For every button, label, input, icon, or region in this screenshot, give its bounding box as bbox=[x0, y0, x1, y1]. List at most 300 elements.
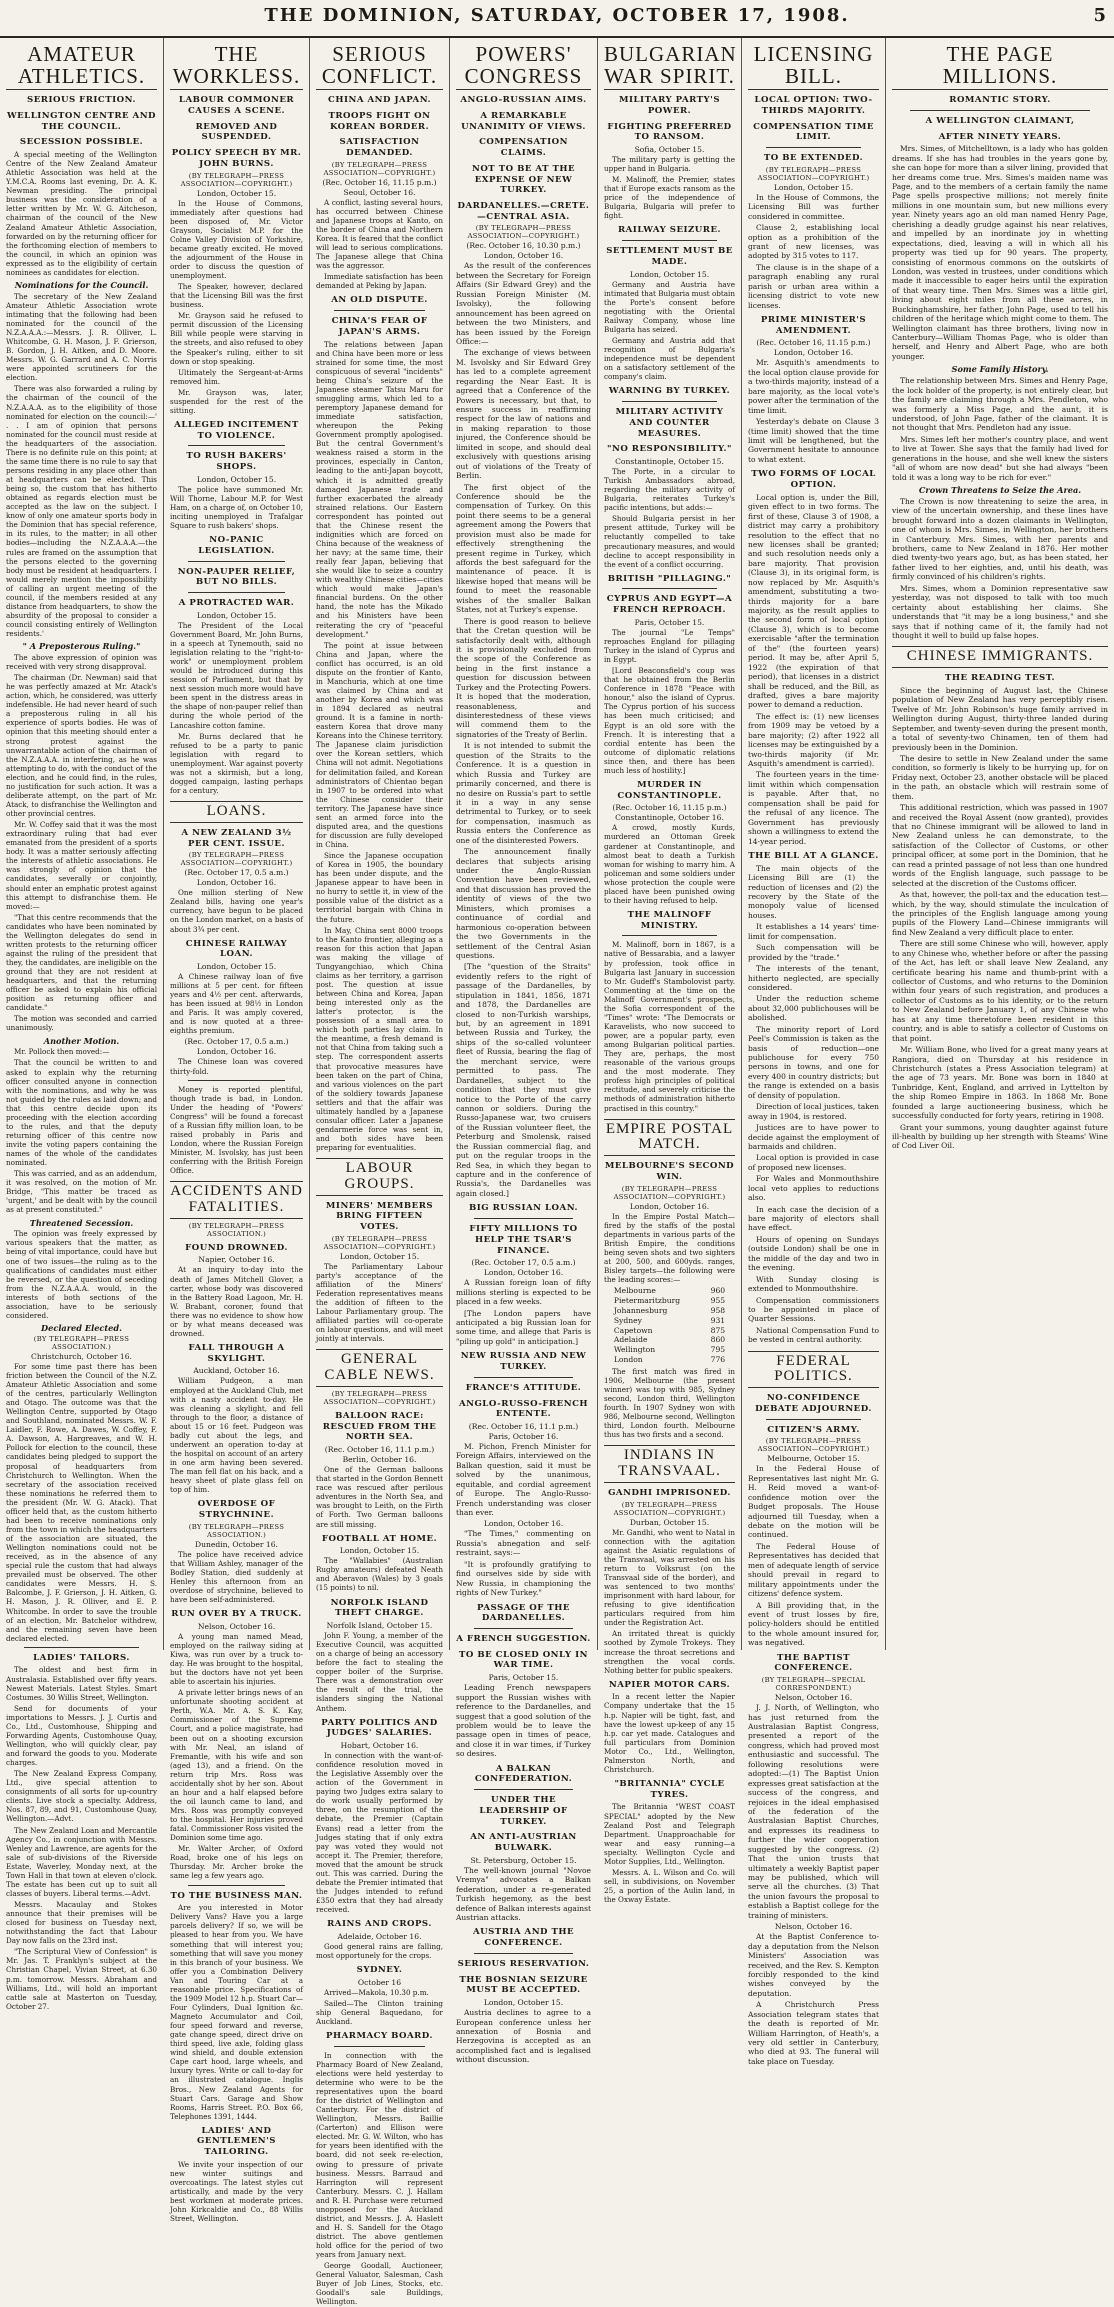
dateline: (Rec. October 17, 0.5 a.m.) bbox=[184, 1037, 289, 1047]
paragraph: Immediate satisfaction has been demanded at Peking by Japan. bbox=[316, 272, 443, 291]
paragraph: A Bill providing that, in the event of trust losses by fire, policy-holders should be entitled to the whole amount insured for, was negatived. bbox=[748, 1600, 879, 1648]
paragraph: As that, however, the poll-tax and the education test—which, by the way, should stimulate the inculcation of the principles of the English language among young pupils of the Flowery Land—Chinese immigrants will find New Zealand a very difficult place to enter. bbox=[892, 890, 1108, 937]
table-row bbox=[612, 1326, 727, 1336]
headline: WARNING BY TURKEY. bbox=[608, 386, 731, 397]
column-heading: LICENSING BILL. bbox=[748, 43, 879, 90]
dateline: Melbourne, October 15. bbox=[767, 1454, 860, 1464]
paragraph: Good general rains are falling, most opportunely for the crops. bbox=[316, 1941, 443, 1960]
paragraph: The opinion was freely expressed by various speakers that the matter, as being of vital importance, could have but one of two issues—the ruling as to the qualifications of candidates must either be reversed, or the question of seceding from the N.Z.A.A.A. would, in the interests of both sections of the association, have to be seriously considered. bbox=[6, 1229, 157, 1320]
paragraph: There was also forwarded a ruling by the chairman of the council of the N.Z.A.A.A. as to the eligibility of those nominated for election on the council:—' . . I am of opinion that persons nominated for the council must reside at the headquarters of the association. There is no definite rule on this point; at the same time there is no rule to say that persons residing in any place other than at headquarters can be elected. This being so, the custom that has hitherto obtained as regards election must be accepted as the law on the subject. I know of only one amateur sports body in the Dominion that has special reference, in its rules, to the matter; in all other bodies—including the N.Z.A.A.A.—the rules are framed on the assumption that the persons elected to the governing body must be resident at headquarters. I would merely mention the impossibility of calling an urgent meeting of the council, if the members resided at any distance from headquarters, to show the absurdity of the proposal to consider a council consisting entirely of Wellington residents.' bbox=[6, 384, 157, 639]
headline: REMOVED AND SUSPENDED. bbox=[195, 121, 278, 143]
paragraph: A private letter brings news of an unfortunate shooting accident at Perth, W.A. Mr. A. S. K. Kay, Commissioner of the Supreme Court, and a police magistrate, had been out on a shooting excursion with Mr. Neal, an island of Fremantle, with his wife and son (aged 13), and a friend. On the return trip Mrs. Ross was accidentally shot by her son. About an hour and a half elapsed before the oil launch came to land, and Mrs. Ross was promptly conveyed to the hospital. Her injuries proved fatal. Commissioner Ross visited the Dominion some time ago. bbox=[170, 1688, 303, 1843]
paragraph: Money is reported plentiful, though trade is bad, in London. Under the heading of "Powers' Congress" will be found a forecast of a Russian fifty million loan, to be raised probably in Paris and London, where the Russian Foreign Minister, M. Isvolsky, has just been conferring with the British Foreign Office. bbox=[170, 1084, 303, 1176]
divider bbox=[24, 1647, 139, 1648]
column-licensing-bill bbox=[742, 38, 886, 2066]
headline: AUSTRIA AND THE CONFERENCE. bbox=[472, 1927, 575, 1949]
headline: THE BOSNIAN SEIZURE MUST BE ACCEPTED. bbox=[459, 1974, 588, 1996]
headline: FOOTBALL AT HOME. bbox=[321, 1533, 438, 1544]
paragraph: Germany and Austria add that recognition of Bulgaria's independence must be dependent on a satisfactory settlement of the company's claim. bbox=[604, 336, 735, 382]
paragraph: Mr. Grayson said he refused to permit discussion of the Licensing Bill while people were starving in the streets, and also refused to obey the Speaker's ruling, either to sit down or stop speaking. bbox=[170, 311, 303, 366]
divider bbox=[188, 1080, 285, 1081]
paragraph: Leading French newspapers support the Russian wishes with reference to the Dardanelles, and suggest that a good solution of the problem would be to leave the passage open in times of peace, and close it in war times, if Turkey so desires. bbox=[456, 1683, 591, 1759]
advertisement: Send for documents of your importations to Messrs. J. J. Curtis and Co., Ltd., Customhouse, Shipping and Forwarding Agents, Customhouse Quay, Wellington, who will quickly clear, pay and forward the goods to you. Moderate charges. bbox=[6, 1703, 157, 1768]
wire-credit: (BY TELEGRAPH—PRESS ASSOCIATION—COPYRIGHT.) bbox=[180, 851, 293, 868]
section-heading: LOANS. bbox=[170, 801, 303, 823]
paragraph: Under the reduction scheme about 32,000 publichouses will be abolished. bbox=[748, 994, 879, 1023]
wire-credit: (BY TELEGRAPH—PRESS ASSOCIATION.) bbox=[188, 1221, 285, 1238]
paragraph: Mr. Grayson was, later, suspended for the rest of the sitting. bbox=[170, 387, 303, 415]
section-heading: FEDERAL POLITICS. bbox=[748, 1351, 879, 1389]
headline: A FRENCH SUGGESTION. bbox=[456, 1634, 591, 1645]
headline: ALLEGED INCITEMENT TO VIOLENCE. bbox=[174, 419, 299, 441]
column-powers-congress bbox=[450, 38, 598, 2065]
headline: TROOPS FIGHT ON KOREAN BORDER. bbox=[328, 110, 431, 132]
paragraph: That the council be written to and asked to explain why the returning officer consulted anyone in connection with the nominations, and why he was not guided by the rules as laid down; and that this centre decide upon its proceeding with the election according to the rules, and that the deputy returning officer of this centre now invite the voting papers containing the names of the whole of the candidates nominated. bbox=[6, 1058, 157, 1168]
table-row bbox=[612, 1286, 727, 1296]
table-row bbox=[612, 1296, 727, 1306]
headline: MELBOURNE'S SECOND WIN. bbox=[604, 1161, 735, 1182]
headline: NON-PAUPER RELIEF, BUT NO BILLS. bbox=[177, 566, 296, 588]
paragraph: Mr. Burns declared that he refused to be a party to panic legislation with regard to unemployment. War against poverty was not a skirmish, but a long, dogged campaign, lasting perhaps for a century. bbox=[170, 731, 303, 795]
dateline: London, October 16. bbox=[629, 1201, 710, 1211]
divider bbox=[622, 401, 717, 402]
paragraph: M. Malinoff, born in 1867, is a native of Bessarabia, and a lawyer by profession, took office in Bulgaria last January in succession to Mr. Gudeff's Stambolovist party. Commenting at the time on the Malinoff Government's prospects, the Sofia correspondent of the "Times" wrote: "The Democrats or Karavelists, who now succeed to power, are a popular party, even among Bulgarian political parties. They are, perhaps, the most reasonable of the various groups and the most moderate. They profess high principles of political rectitude, and severely criticise the methods of administration hitherto practised in this country." bbox=[604, 940, 735, 1113]
paragraph: Local option is, under the Bill, given effect to in two forms. The first of these, Clause 3 of 1908, a district may carry a prohibitory resolution to the effect that no new licenses shall be granted; and such resolution needs only a bare majority. That provision (Clause 3), in its original form, is now replaced by Mr. Asquith's amendment, substituting a two-thirds majority for a bare majority, as the result applies to the second form of local option (Clause 3), which is to become exercisable "after the termination of the" (the fourteen years) period. It may be, after April 5, 1922 (the expiration of that period), that licenses in a district shall be reduced, and the Bill, as drafted, gives a bare majority power to demand a reduction. bbox=[748, 492, 879, 710]
headline: LOCAL OPTION: TWO-THIRDS MAJORITY. bbox=[754, 95, 873, 116]
paragraph: The well-known journal "Novoe Vremya" advocates a Balkan federation, under a re-generated Turkish hegemony, as the best defence of Balkan interests against Austrian attacks. bbox=[456, 1865, 591, 1923]
headline: PHARMACY BOARD. bbox=[326, 2031, 433, 2042]
paragraph: The announcement finally declares that subjects arising under the Anglo-Russian Convention have been reviewed, and that discussion has proved the identity of views of the two Ministers, which promises a continuance of cordial and harmonious co-operation between the two Governments in the settlement of the Central Asian questions. bbox=[456, 847, 591, 960]
headline: COMPENSATION CLAIMS. bbox=[479, 137, 568, 159]
divider bbox=[188, 1885, 285, 1886]
dateline: London, October 16. bbox=[483, 1268, 564, 1278]
paragraph: M. Malinoff, the Premier, states that if Europe exacts ransom as the price of the independence of Bulgaria, Bulgaria will prefer to fight. bbox=[604, 175, 735, 221]
headline: TO BE EXTENDED. bbox=[763, 153, 864, 164]
paragraph: In the House of Commons, the Licensing Bill was further considered in committee. bbox=[748, 192, 879, 221]
headline: DARDANELLES.—CRETE.—CENTRAL ASIA. bbox=[457, 200, 590, 222]
paragraph: Grant your summons, young daughter against future ill-health by building up her strength with Steams' Wine of Cod Liver Oil. bbox=[892, 1122, 1108, 1151]
paragraph: A conflict, lasting several hours, has occurred between Chinese and Japanese troops at Kanto, on the border of China and Northern Korea. It is feared that the conflict will lead to serious complications. The Japanese allege that China was the aggressor. bbox=[316, 197, 443, 271]
paragraph: The President of the Local Government Board, Mr. John Burns, in a speech at Tynemouth, said no legislation relating to the "right-to-work" or unemployment problem would be introduced during this session of Parliament, but that by next session much more would have been spent in the distress areas in the shape of non-pauper relief than during the whole period of the Lancashire cotton famine. bbox=[170, 620, 303, 730]
headline: RAINS AND CROPS. bbox=[327, 1919, 432, 1930]
dateline: Auckland, October 16. bbox=[193, 1366, 280, 1376]
headline: SERIOUS RESERVATION. bbox=[457, 1958, 590, 1969]
paragraph: The secretary of the New Zealand Amateur Athletic Association wrote intimating that the following had been nominated for the council of the N.Z.A.A.A.:—Messrs. J. R. Olliver, L. Whitcombe, G. H. Mason, J. F. Grierson, B. Gordon, J. H. Aitken, and D. Moore. Messrs. W. G. Garrard and A. C. Norris were appointed scrutineers for the election. bbox=[6, 291, 157, 383]
headline: PRIME MINISTER'S AMENDMENT. bbox=[760, 315, 867, 336]
divider bbox=[474, 1628, 573, 1629]
wire-credit: (BY TELEGRAPH—PRESS ASSOCIATION.) bbox=[33, 1334, 130, 1351]
headline: NO-CONFIDENCE DEBATE ADJOURNED. bbox=[755, 1393, 872, 1414]
paragraph: In the Federal House of Representatives last night Mr. G. H. Reid moved a want-of-confidence motion over the Budget proposals. The House adjourned till Tuesday, when a debate on the motion will be continued. bbox=[748, 1464, 879, 1540]
advertisement: In a recent letter the Napier Company undertake that the 15 h.p. Napier will be tight, fast, and have the lowest up-keep of any 15 h.p. car yet made. Catalogues and full particulars from Dominion Motor Co., Ltd., Wellington, Palmerston North, and Christchurch. bbox=[604, 1692, 735, 1774]
advertisement: The New Zealand Loan and Mercantile Agency Co., in conjunction with Messrs. Wenley and Lawrence, are agents for the sale of sub-divisions of the Riverside Estate, Waverley, Monday next, at the Town Hall in that town at eleven o'clock. The estate has been cut up to suit all classes of buyers. Liberal terms.—Advt. bbox=[6, 1825, 157, 1898]
columns bbox=[0, 38, 1114, 2307]
divider bbox=[622, 240, 717, 241]
dateline: Constantinople, October 16. bbox=[615, 813, 724, 823]
paragraph: Germany and Austria have intimated that Bulgaria must obtain the Porte's consent before negotiating with the Oriental Railway Company, whose line Bulgaria has seized. bbox=[604, 279, 735, 334]
paragraph: A Christchurch Press Association telegram states that the death is reported of Mr. William Harrington, of Heath's, a very old settler in Canterbury, who died at 93. The funeral will take place on Tuesday. bbox=[748, 2000, 879, 2066]
subheading: Some Family History. bbox=[951, 364, 1049, 375]
paragraph: This was carried, and as an addendum, it was resolved, on the motion of Mr. Bridge, "This matter be traced as 'urgent,' and be dealt with by the council as at present constituted." bbox=[6, 1169, 157, 1215]
subheading: " A Preposterous Ruling." bbox=[22, 641, 141, 652]
divider bbox=[334, 310, 425, 311]
paragraph: The effect is: (1) new licenses from 1909 may be vetoed by a bare majority; (2) after 1922 all licenses may be extinguished by a two-thirds majority (if Mr. Asquith's amendment is carried). bbox=[748, 711, 879, 769]
advertisement: Messrs. A. L. Wilson and Co. will sell, in subdivisions, on November 25, a portion of the Aulin land, in the Oxway Estate. bbox=[604, 1867, 735, 1905]
paragraph: Arrived—Makola, 10.30 p.m. bbox=[324, 1987, 429, 1997]
advertisement: "The Scriptural View of Confession" is Mr. Jas. T. Franklyn's subject at the Christian Chapel, Vivian Street, at 6.30 p.m. tomorrow. Messrs. Abraham and Williams, Ltd., will hold an important cattle sale at Masterton on Tuesday, October 27. bbox=[6, 1947, 157, 2011]
dateline: Christchurch, October 16. bbox=[31, 1351, 132, 1361]
divider bbox=[910, 110, 1090, 111]
paragraph: The first object of the Conference should be the compensation of Turkey. On this point there seems to be a general agreement among the Powers that provision must also be made for effectively strengthening the present regime in Turkey, which affords the best safeguard for the maintenance of peace. It is likewise hoped that means will be found to meet the reasonable wishes of the smaller Balkan States, not at Turkey's expense. bbox=[456, 482, 591, 615]
paragraph: In the Empire Postal Match—fired by the staffs of the postal departments in various parts of the British Empire, the conditions being seven shots and two sighters at 200, 500, and 600yds. ranges, Bisley targets—the following were the leading scores:— bbox=[604, 1211, 735, 1285]
paragraph: One of the German balloons that started in the Gordon Bennett race was rescued after perilous adventures in the North Sea, and was brought to Leith, on the Firth of Forth. Two German balloons are still missing. bbox=[316, 1465, 443, 1529]
paragraph: At the Baptist Conference to-day a deputation from the Nelson Ministers' Association was received, and the Rev. S. Kempton forcibly responded to the kind wishes conveyed by the deputation. bbox=[748, 1932, 879, 1998]
paragraph: It establishes a 14 years' time-limit for compensation. bbox=[748, 922, 879, 941]
divider bbox=[766, 1419, 861, 1420]
headline: FIGHTING PREFERRED TO RANSOM. bbox=[607, 121, 732, 143]
headline: FRANCE'S ATTITUDE. bbox=[465, 1382, 582, 1393]
column-serious-conflict bbox=[310, 38, 450, 2307]
section-heading: EMPIRE POSTAL MATCH. bbox=[604, 1119, 735, 1157]
paragraph: [The "question of the Straits" evidently refers to the right of passage of the Dardanelles, by stipulation in 1841, 1856, 1871 and 1878, the Dardanelles are closed to non-Turkish warships, but, by an agreement in 1891 between Russia and Turkey, the ships of the so-called volunteer fleet of Russia, bearing the flag of the merchant service, were permitted to pass. The Dardanelles, subject to the condition that they must give notice to the Porte of the carry cannon or soldiers. During the Russo-Japanese war, two cruisers of the Russian volunteer fleet, the Peterburg and Smolensk, raised the Russian commercial flag, and put on the regular troops in the Red Sea, in which they began to capture and in the conference of Russia's, the Dardanelles was again closed.] bbox=[456, 962, 591, 1198]
paragraph: The Crown is now threatening to seize the area, in view of the uncertain ownership, and these lines have brought forward into a dozen claimants in Wellington, one of whom is Mrs. Simes, in Wellington, her brothers in Canterbury. Mrs. Simes, with her parents and brothers, came to New Zealand in 1876. Her mother died twenty-two years ago, but, as has been stated, her father lived to her eighties, and, until his death, was firmly convinced of his children's rights. bbox=[892, 496, 1108, 582]
dateline: Napier, October 16. bbox=[198, 1255, 275, 1265]
headline: WELLINGTON CENTRE AND THE COUNCIL. bbox=[6, 110, 157, 132]
dateline: Sofia, October 15. bbox=[634, 145, 705, 155]
divider bbox=[474, 1953, 573, 1954]
paragraph: Mrs. Simes left her mother's country place, and went to live at Tower. She says that the family had lived for generations in the house, and she well knew the sisters "all of whom are now dead" but she had always "been told it was a long way to be rich for ever." bbox=[892, 434, 1108, 482]
headline: A REMARKABLE UNANIMITY OF VIEWS. bbox=[461, 110, 586, 132]
dateline: London, October 16. bbox=[773, 348, 854, 358]
headline: THE MALINOFF MINISTRY. bbox=[627, 909, 712, 931]
paragraph: It is not intended to submit the question of the Straits to the Conference. It is a question in which Russia and Turkey are primarily concerned, and there is no desire on Russia's part to settle it in a way in any sense detrimental to Turkey, or to seek for compensation, inasmuch as Russia enters the Conference as one of the disinterested Powers. bbox=[456, 741, 591, 845]
paragraph: The police have received advice that William Ashley, manager of the Bodley Station, died suddenly at Henley this afternoon from an overdose of strychnine, believed to have been self-administered. bbox=[170, 1549, 303, 1605]
paragraph: Clause 2, establishing local option as a prohibition of the grant of new licenses, was adopted by 315 votes to 117. bbox=[748, 223, 879, 261]
section-heading: GENERAL CABLE NEWS. bbox=[316, 1349, 443, 1387]
score-team: Melbourne bbox=[613, 1286, 656, 1296]
dateline: (Rec. October 16, 11.1 p.m.) bbox=[324, 1445, 435, 1455]
paragraph: Such compensation will be provided by the "trade." bbox=[748, 943, 879, 962]
advertisement: George Goodall, Auctioneer, General Valuator, Salesman, Cash Buyer of Job Lines, Stocks, etc. Goodall's sale Buildings, Wellington. bbox=[316, 2261, 443, 2307]
headline: PASSAGE OF THE DARDANELLES. bbox=[477, 1602, 570, 1624]
paragraph: "The Times," commenting on Russia's abnegation and self-restraint, says:— bbox=[456, 1529, 591, 1558]
advertisement: The oldest and best firm in Australasia. Established over fifty years. Newest Materials. Latest Styles. Smart Costumes. 30 Willis Street, Wellington. bbox=[6, 1665, 157, 1702]
column-bulgarian-war-spirit bbox=[598, 38, 742, 1905]
paragraph: Direction of local justices, taken away in 1904, is restored. bbox=[748, 1102, 879, 1121]
dateline: (Rec. October 16, 11.15 p.m.) bbox=[612, 803, 727, 813]
divider bbox=[334, 2046, 425, 2047]
column-heading: POWERS' CONGRESS bbox=[456, 43, 591, 90]
dateline: London, October 15. bbox=[339, 1546, 420, 1556]
dateline: (Rec. October 17, 0.5 a.m.) bbox=[184, 868, 289, 878]
headline: NOT TO BE AT THE EXPENSE OF NEW TURKEY. bbox=[471, 163, 576, 196]
dateline: Nelson, October 16. bbox=[774, 1922, 853, 1932]
paragraph: Mr. William Bone, who lived for a great many years at Rangiora, died on Thursday at his residence in Christchurch (states a Press Association telegram) at the age of 73 years. Mr. Bone was born in 1840 at Tunbridge, Kent, England, and arrived in Lyttelton by the ship Romeo Empire in 1863. In 1868 Mr. Bone founded a large auctioneering business, which he successfully conducted for forty years, retiring in 1908. bbox=[892, 1045, 1108, 1121]
paragraph: John F. Young, a member of the Executive Council, was acquitted on a charge of being an accessory before the fact to stealing the copper boiler of the Surprise. There was a demonstration over the result of the trial, the islanders singing the National Anthem. bbox=[316, 1631, 443, 1713]
paragraph: Mr. Pollock then moved:— bbox=[14, 1047, 110, 1057]
dateline: London, October 15. bbox=[196, 962, 277, 972]
headline: AN ANTI-AUSTRIAN BULWARK. bbox=[470, 1832, 577, 1854]
dateline: London, October 16. bbox=[483, 1519, 564, 1529]
headline: "NO RESPONSIBILITY." bbox=[607, 444, 732, 455]
headline: RAILWAY SEIZURE. bbox=[618, 225, 721, 236]
paragraph: Since the Japanese occupation of Korea in 1905, the boundary has been under dispute, and the Japanese appear to have been in no hurry to settle it, in view of the possible value of the district as a territorial bargain with China in the future. bbox=[316, 851, 443, 924]
paragraph: One million sterling of New Zealand bills, having one year's currency, have begun to be placed on the London market, on a basis of about 3¾ per cent. bbox=[170, 888, 303, 934]
dateline: Durban, October 15. bbox=[629, 1517, 710, 1527]
paragraph: The military party is getting the upper hand in Bulgaria. bbox=[604, 155, 735, 174]
headline: THE BILL AT A GLANCE. bbox=[748, 850, 879, 861]
dateline: (Rec. October 16, 11.15 p.m.) bbox=[322, 177, 437, 187]
divider bbox=[766, 147, 861, 148]
wire-credit: (BY TELEGRAPH—PRESS ASSOCIATION—COPYRIGHT.) bbox=[467, 224, 580, 241]
headline: UNDER THE LEADERSHIP OF TURKEY. bbox=[479, 1795, 568, 1827]
paragraph: Mr. Asquith's amendments to the local option clause provide for a two-thirds majority, instead of a bare majority, as the local vote's power after the termination of the time limit. bbox=[748, 358, 879, 415]
column-heading: AMATEUR ATHLETICS. bbox=[6, 43, 157, 90]
dateline: (Rec. October 16, 11.1 p.m.) bbox=[468, 1421, 579, 1431]
wire-credit: (BY TELEGRAPH—PRESS ASSOCIATION—COPYRIGHT.) bbox=[323, 1234, 436, 1251]
divider bbox=[622, 588, 717, 589]
paragraph: The journal "Le Temps" reproaches England for pillaging Turkey in the island of Cyprus and in Egypt. bbox=[604, 627, 735, 665]
headline: A NEW ZEALAND 3½ PER CENT. ISSUE. bbox=[181, 827, 292, 849]
wire-credit: (BY TELEGRAPH—PRESS ASSOCIATION—COPYRIGHT.) bbox=[613, 1184, 726, 1201]
dateline: London, October 15. bbox=[196, 188, 277, 198]
headline: NORFOLK ISLAND THEFT CHARGE. bbox=[330, 1597, 429, 1619]
section-heading: LABOUR GROUPS. bbox=[316, 1158, 443, 1196]
paragraph: Should Bulgaria persist in her present attitude, Turkey will be reluctantly compelled to take precautionary measures, and would decline to accept responsibility in the event of a conflict occurring. bbox=[604, 514, 735, 569]
dateline: London, October 16. bbox=[483, 251, 564, 261]
paragraph: A Chinese railway loan of five millions at 5 per cent. for fifteen years and 4½ per cent. afterwards, has been issued at 98½ in London and Paris. It was amply covered, and is now quoted at a three-eighths premium. bbox=[170, 972, 303, 1036]
headline: ROMANTIC STORY. bbox=[949, 95, 1051, 106]
paragraph: The chairman (Dr. Newman) said that he was perfectly amazed at Mr. Atack's action, which, he considered, was utterly indefensible. He had never heard of such a preposterous ruling in all his experience of sports bodies. He was of opinion that this meeting should enter a strong protest against the unwarrantable action of the chairman of the N.Z.A.A.A. in interfering, as he was attempting to do, with the conduct of the election, and he could find, in the rules, no justification for such action. It was a deliberate attempt, on the part of Mr. Atack, to disfranchise the Wellington and other provincial centres. bbox=[6, 673, 157, 819]
subheading: Threatened Secession. bbox=[29, 1217, 134, 1228]
score-team: Sydney bbox=[613, 1315, 642, 1325]
column-heading: BULGARIAN WAR SPIRIT. bbox=[604, 43, 735, 90]
score-value: 875 bbox=[710, 1325, 726, 1335]
dateline: London, October 15. bbox=[629, 269, 710, 279]
wire-credit: (BY TELEGRAPH—SPECIAL CORRESPONDENT.) bbox=[761, 1676, 866, 1693]
paragraph: Compensation commissioners to be appointed in place of Quarter Sessions. bbox=[748, 1295, 879, 1324]
wire-credit: (BY TELEGRAPH—PRESS ASSOCIATION—COPYRIGHT.) bbox=[323, 160, 436, 177]
column-heading: SERIOUS CONFLICT. bbox=[316, 43, 443, 90]
paragraph: For some time past there has been friction between the Council of the N.Z. Amateur Athletic Association and some of the centres, particularly Wellington and Otago. The outcome was that the Wellington Centre, supported by Otago and Southland, nominated Messrs. W. F. Laidler, F. Rowe, A. Dawes, W. Coffey, F. A. Dawson, A. Hargreaves, and W. H. Pollock for election to the council, these candidates being pledged to support the proposal of headquarters from Christchurch to Wellington. When the secretary of the association received these nominations he referred them to the president (Mr. W. G. Atack). That officer held that, as the custom hitherto had been to receive nominations only from the town in which the headquarters of the association are situated, the Wellington nominations could not be received, as in the absence of any special rule the custom that had always prevailed must be observed. The other candidates were Messrs. H. S. Balcombe, J. F. Grierson, J. H. Aitken, G. H. Mason, J. R. Olliver, and E. P. Whitcombe. In order to save the trouble of an election, Mr. Batchelor withdrew, and the remaining seven have been declared elected. bbox=[6, 1361, 157, 1643]
headline: A PROTRACTED WAR. bbox=[178, 598, 295, 609]
paragraph: In May, China sent 8000 troops to the Kanto frontier, alleging as a reason for this action that Japan was making the village of Tungyangchiao, which China claims as her territory, a garrison post. The question at issue between China and Korea, Japan being interested only as the latter's protector, is the possession of a small area to which both parties lay claim. In the meantime, a fresh demand is not that China from taking such a step. The correspondent asserts that provocative measures have been taken on the part of China, and various violences on the part of the soldiery towards Japanese settlers and that the affair was ultimately handled by a Japanese consular officer. Later a Japanese gendarmerie force was sent in, and both sides have been preparing for eventualities. bbox=[316, 925, 443, 1153]
table-row bbox=[612, 1306, 727, 1316]
dateline: St. Petersburg, October 15. bbox=[470, 1855, 577, 1865]
headline: FOUND DROWNED. bbox=[185, 1242, 288, 1253]
paragraph: A young man named Mead, employed on the railway siding at Kiwa, was run over by a truck to-day. He was brought to the hospital, but the doctors have not yet been able to ascertain his injuries. bbox=[170, 1631, 303, 1687]
dateline: (Rec. October 16, 10.30 p.m.) bbox=[466, 241, 581, 251]
dateline: Dunedin, October 16. bbox=[195, 1539, 278, 1549]
column-amateur-athletics bbox=[0, 38, 164, 2011]
headline: LADIES' AND GENTLEMEN'S TAILORING. bbox=[197, 2125, 276, 2158]
score-team: Johannesburg bbox=[613, 1305, 668, 1315]
headline: CHINESE RAILWAY LOAN. bbox=[185, 938, 288, 960]
paragraph: "That this centre recommends that the candidates who have been nominated by the Wellington delegates do send in written protests to the returning officer against the ruling of the president that they, the candidates, are ineligible on the ground that they are not resident at headquarters, and that the returning officer be asked to explain his official position as returning officer and candidate." bbox=[6, 912, 158, 1013]
paragraph: The clause is in the shape of a paragraph enabling any rural parish or urban area within a licensing district to vote new licenses. bbox=[748, 262, 879, 310]
paragraph: A special meeting of the Wellington Centre of the New Zealand Amateur Athletic Association was held at the Y.M.C.A. Rooms last evening, Dr. A. K. Newman presiding. The principal business was the consideration of a letter written by Mr. W. G. Aitcheson, chairman of the council of the New Zealand Amateur Athletic Association, forwarded on by the returning officer for the forthcoming election of members to the council, in which an opinion was expressed as to the eligibility of certain nominees as candidates for election. bbox=[6, 150, 157, 277]
headline: AFTER NINETY YEARS. bbox=[938, 131, 1062, 142]
masthead-title: THE DOMINION, SATURDAY, OCTOBER 17, 1908. bbox=[264, 5, 850, 26]
dateline: Norfolk Island, October 15. bbox=[326, 1621, 433, 1631]
paragraph: Yesterday's debate on Clause 3 (time limit) showed that the time limit will be lengthened, but the Government hesitate to announce to what extent. bbox=[748, 417, 879, 464]
headline: OVERDOSE OF STRYCHNINE. bbox=[197, 1499, 276, 1520]
paragraph: The Chinese loan was covered thirty-fold. bbox=[170, 1057, 303, 1076]
paragraph: [The London papers have anticipated a big Russian loan for some time, and allege that Paris is "piling up gold" in anticipation.] bbox=[456, 1308, 591, 1346]
score-value: 958 bbox=[710, 1305, 726, 1315]
headline: NAPIER MOTOR CARS. bbox=[608, 1679, 731, 1690]
wire-credit: (BY TELEGRAPH—PRESS ASSOCIATION.) bbox=[188, 1522, 285, 1539]
wire-credit: (BY TELEGRAPH—PRESS ASSOCIATION—COPYRIGHT.) bbox=[613, 1500, 726, 1517]
headline: TO RUSH BAKERS' SHOPS. bbox=[186, 451, 287, 473]
headline: BIG RUSSIAN LOAN. bbox=[468, 1203, 578, 1214]
paragraph: The relationship between Mrs. Simes and Henry Page, the lock holder of the property, is not entirely clear, but the family are claiming through a Mrs. Pendleton, who was formerly a Miss Page, and the aunt, it is understood, of John Page, father of the claimant. It is not thought that Mrs. Pendleton had any issue. bbox=[892, 376, 1108, 433]
divider bbox=[474, 1377, 573, 1378]
paragraph: Local option is provided in case of proposed new licenses. bbox=[748, 1153, 879, 1172]
paragraph: Mrs. Simes, whom a Dominion representative saw yesterday, was not disposed to talk with too much certainty about establishing her claims. She understands that "it may be a long business," and she says that if nothing came of it, the family had not thought it well to build up false hopes. bbox=[892, 583, 1108, 640]
paragraph: There are still some Chinese who will, however, apply to any Chinese who, whether before or after the passing of the Act, has left or shall leave New Zealand, any certificate bearing his name and thumb-print with a collector of Customs, and who returns to the Dominion within four years of such registration, and produces a collector of Customs as to his identity, or to the return to New Zealand before January 1, of any Chinese who has at any time theretofore been resident in this country, and is able to satisfy a collector of Customs on that point. bbox=[892, 939, 1108, 1043]
paragraph: In connection with the want-of-confidence resolution moved in the Legislative Assembly over the action of the Government in paying two Judges extra salary to do work usually performed by three, on the resumption of the debate, the Premier (Captain Evans) read a letter from the Judges stating that if only extra pay was voted they would not accept it. The Premier, therefore, moved that the amount be struck out. This was carried. During the debate the Premier intimated that the Judges intended to refund £350 extra that they had already received. bbox=[316, 1751, 443, 1915]
paragraph: A Russian foreign loan of fifty millions sterling is expected to be placed in a few weeks. bbox=[456, 1278, 591, 1307]
divider bbox=[622, 935, 717, 936]
score-value: 955 bbox=[710, 1295, 726, 1305]
dateline: (Rec. October 17, 0.5 a.m.) bbox=[471, 1258, 576, 1268]
paragraph: Mrs. Simes, of Mitchelltown, is a lady who has golden dreams. If she has had troubles in the years gone by, she can hope for more than a silver lining, provided that her dreams come true. Mrs. Simes's maiden name was Page, and to the members of a certain family the name Page spells prospective millions; not merely finite millions in one mountain sum, but new millions every year. Ninety years ago an old man named Henry Page, cherishing a deadly grudge against his near relatives, and impelled by an inordinate joy in whetting expectations, died, leaving a will in which all his property was tied up for 90 years. The property, consisting of enormous commons on the outskirts of London, was vested in trustees, under conditions which made it inaccessible to eager heirs until the expiration of that weary time. Then Mrs. Simes was a little girl, living about eight miles from all these acres, in Buckinghamshire, her father, John Page, used to tell his children of the heritage which might come to them. The Wellington claimant has three brothers, living now in Canterbury—William Thomas Page, who is older than herself, and Henry and Albert Page, who are both younger. bbox=[892, 144, 1108, 361]
headline: AN OLD DISPUTE. bbox=[331, 295, 428, 306]
headline: POLICY SPEECH BY MR. JOHN BURNS. bbox=[171, 148, 302, 169]
dateline: London, October 16. bbox=[196, 878, 277, 888]
paragraph: [Lord Beaconsfield's coup was that he obtained from the Berlin Conference in 1878 "Peace with honour," also the island of Cyprus. The Cyprus portion of his success has been much criticised; and Egypt is an old sore with the French. It is interesting that a cordial entente has been the outcome of diplomatic relations since then, and there has been much less of hostility.] bbox=[604, 666, 735, 775]
headline: CHINA'S FEAR OF JAPAN'S ARMS. bbox=[331, 316, 428, 337]
headline: THE BAPTIST CONFERENCE. bbox=[774, 1652, 853, 1674]
paragraph: The police have summoned Mr. Will Thorne, Labour M.P. for West Ham, on a charge of, on October 10, inciting unemployed in Trafalgar Square to rush bakers' shops. bbox=[170, 484, 303, 531]
score-team: Adelaide bbox=[613, 1335, 648, 1345]
paragraph: In each case the decision of a bare majority of electors shall have effect. bbox=[748, 1204, 879, 1233]
headline: PARTY POLITICS AND JUDGES' SALARIES. bbox=[321, 1717, 438, 1739]
dateline: London, October 15. bbox=[196, 474, 277, 484]
dateline: Adelaide, October 16. bbox=[337, 1931, 422, 1941]
dateline: October 16 bbox=[357, 1977, 402, 1987]
paragraph: National Compensation Fund to be vested in central authority. bbox=[748, 1325, 879, 1345]
paragraph: J. J. North, of Wellington, who has just returned from the Australasian Baptist Congress, presented a report of the congress, which had proved most enthusiastic and successful. The following resolutions were adopted:—(1) The Baptist Union expresses great satisfaction at the success of the congress, and rejoices in the ideal emphasised of the federation of the Australasian Baptist Churches, and expresses its readiness to further the wider cooperation suggested by the congress. (2) That the union trusts that ultimately a weekly Baptist paper may be published, which will serve all the churches. (3) That the union favours the proposal to establish a Baptist college for the training of ministers. bbox=[748, 1703, 879, 1920]
subheading: Declared Elected. bbox=[41, 1322, 122, 1333]
headline: A WELLINGTON CLAIMANT, bbox=[925, 115, 1075, 126]
headline: TWO FORMS OF LOCAL OPTION. bbox=[751, 469, 876, 491]
headline: SECESSION POSSIBLE. bbox=[19, 137, 144, 148]
headline: A BALKAN CONFEDERATION. bbox=[474, 1763, 573, 1785]
column-heading: THE WORKLESS. bbox=[170, 43, 303, 90]
score-value: 931 bbox=[710, 1315, 726, 1325]
dateline: London, October 16. bbox=[196, 1047, 277, 1057]
column-page-millions bbox=[886, 38, 1114, 1650]
scores-table bbox=[612, 1286, 727, 1365]
headline: MILITARY PARTY'S POWER. bbox=[618, 95, 721, 116]
headline: MURDER IN CONSTANTINOPLE. bbox=[617, 779, 722, 801]
headline: COMPENSATION TIME LIMIT. bbox=[753, 121, 874, 143]
divider bbox=[474, 1218, 573, 1219]
score-team: Pietermaritzburg bbox=[613, 1295, 681, 1305]
score-team: Capetown bbox=[613, 1325, 653, 1335]
headline: GANDHI IMPRISONED. bbox=[608, 1487, 731, 1498]
paragraph: Sailed—The Clinton training ship General Baquedano, for Auckland. bbox=[316, 1998, 443, 2026]
wire-credit: (BY TELEGRAPH—PRESS ASSOCIATION—COPYRIGHT.) bbox=[323, 1389, 436, 1406]
dateline: London, October 15. bbox=[196, 610, 277, 620]
headline: SYDNEY. bbox=[356, 1965, 403, 1976]
advertisement: Are you interested in Motor Delivery Vans? Have you a large parcels delivery? If so, we will be pleased to hear from you. We have something that will interest you; something that will save you money in this branch of your business. We offer you a Combination Delivery Van and Touring Car at a reasonable price. Specifications of the 1909 Model 12 h.p. Stuart Car—Four Cylinders, Dual Ignition &c. Magneto Accumulator and Coil, four speed forward and reverse, gate change speed, direct drive on third speed, live axle, folding glass wind shield, and double extension Cape cart hood, large wheels, and luxury tyres. Write or call to-day for an illustrated catalogue. Inglis Bros., New Zealand Agents for Stuart Cars. Garage and Show Rooms, Harris Street. P.O. Box 66, Telephones 1391, 1444. bbox=[170, 1903, 304, 2121]
dateline: London, October 15. bbox=[483, 1998, 564, 2008]
paragraph: An irritated threat is quickly soothed by Zymole Trokeys. They increase the throat secretions and strengthen the vocal cords. Nothing better for public speakers. bbox=[604, 1629, 735, 1675]
headline: NEW RUSSIA AND NEW TURKEY. bbox=[460, 1351, 587, 1373]
divider bbox=[474, 1789, 573, 1790]
paragraph: The "Wallabies" (Australian Rugby amateurs) defeated Neath and Aberavon (Wales) by 3 goals (15 points) to nil. bbox=[316, 1556, 443, 1593]
subheading: Crown Threatens to Seize the Area. bbox=[918, 485, 1082, 496]
column-heading: THE PAGE MILLIONS. bbox=[892, 43, 1108, 90]
paragraph: Justices are to have power to decide against the employment of barmaids and children. bbox=[748, 1123, 879, 1151]
paragraph: Ultimately the Sergeant-at-Arms removed him. bbox=[170, 367, 303, 386]
dateline: Constantinople, October 15. bbox=[615, 457, 724, 467]
paragraph: Austria declines to agree to a European conference unless her annexation of Bosnia and Herzegovina is accepted as an accomplished fact and is legalised without discussion. bbox=[456, 2008, 591, 2065]
dateline: London, October 15. bbox=[339, 1251, 420, 1261]
paragraph: The interests of the tenant, hitherto neglected, are specially considered. bbox=[748, 964, 879, 992]
advertisement: Messrs. Macaulay and Stokes announce that their premises will be closed for business on Tuesday next, notwithstanding the fact that Labour Day now falls on the 23rd inst. bbox=[6, 1900, 157, 1946]
dateline: Paris, October 15. bbox=[488, 1673, 559, 1683]
dateline: London, October 15. bbox=[773, 182, 854, 192]
paragraph: The motion was seconded and carried unanimously. bbox=[6, 1014, 157, 1033]
paragraph: "It is profoundly gratifying to find ourselves side by side with New Russia, in championing the rights of New Turkey." bbox=[456, 1559, 591, 1598]
headline: CHINA AND JAPAN. bbox=[328, 95, 431, 106]
table-row bbox=[612, 1355, 727, 1365]
paragraph: The Parliamentary Labour party's acceptance of the affiliation of the Miners' Federation representatives means the addition of fifteen to the Labour Parliamentary group. The affiliated parties will co-operate on labour questions, and will meet jointly at intervals. bbox=[316, 1261, 443, 1344]
headline: CYPRUS AND EGYPT—A FRENCH REPROACH. bbox=[606, 594, 733, 616]
advertisement: The New Zealand Express Company, Ltd., give special attention to consignments of all sorts for up-country clients. Live stock a specialty. Address, Nos. 87, 89, and 91, Customhouse Quay, Wellington.—Advt. bbox=[6, 1769, 157, 1824]
paragraph: A crowd, mostly Kurds, murdered an Ottoman Greek gardener at Constantinople, and almost beat to death a Turkish woman for wishing to marry him. A policeman and some soldiers under whose protection the couple were placed have been punished owing to their having refused to help. bbox=[604, 823, 735, 905]
dateline: Hobart, October 16. bbox=[340, 1741, 419, 1751]
table-row bbox=[612, 1335, 727, 1345]
dateline: Paris, October 15. bbox=[634, 617, 705, 627]
headline: TO BE CLOSED ONLY IN WAR TIME. bbox=[458, 1649, 589, 1671]
masthead bbox=[0, 0, 1114, 38]
paragraph: The Federal House of Representatives has decided that men of adequate length of service should prevail in regard to military appointments under the citizens' defence system. bbox=[748, 1541, 879, 1599]
headline: RUN OVER BY A TRUCK. bbox=[171, 1609, 302, 1620]
paragraph: The relations between Japan and China have been more or less strained for some time, the most conspicuous of several "incidents" being China's seizure of the Japanese steamer Tatsu Maru for smuggling arms, which led to a peremptory Japanese demand for immediate satisfaction, whereupon the Peking Government promptly apologised. But the central Government's weakness raised a storm in the provinces, especially in Canton, leading to the anti-Japan boycott, which it is admitted greatly damaged Japanese trade and further exacerbated the already strained relations. Our Eastern correspondent has pointed out that the Chinese resent the indignities which are forced on China because of the weakness of her navy; at the same time, their really fear Japan, believing that she would like to seize a country with wealthy Chinese cities—cities which would make Japan's financial burdens. On the other hand, the note has the Mikado and his Ministers have been reiterating the cry of "peaceful development." bbox=[316, 339, 443, 639]
paragraph: For Wales and Monmouthshire local veto applies to reductions also. bbox=[748, 1174, 879, 1203]
section-heading: ACCIDENTS AND FATALITIES. bbox=[170, 1181, 303, 1219]
paragraph: This additional restriction, which was passed in 1907 and received the Royal Assent (now granted), provides that no Chinese immigrant will be allowed to land in New Zealand unless he can demonstrate, to the satisfaction of the Collector of Customs, or other principal officer, at some port in the Dominion, that he can read a printed passage of not less than one hundred words of the English language, such passage to be selected at the discretion of the Customs officer. bbox=[892, 803, 1108, 888]
headline: NO-PANIC LEGISLATION. bbox=[198, 535, 275, 556]
headline: THE READING TEST. bbox=[944, 673, 1055, 684]
wire-credit: (BY TELEGRAPH—PRESS ASSOCIATION—COPYRIGHT.) bbox=[757, 165, 870, 182]
paragraph: There is good reason to believe that the Cretan question will be satisfactorily dealt with, although it is provisionally excluded from the scope of the Conference as being in the first instance a question for discussion between Turkey and the Protecting Powers. It is hoped that the moderation, reasonableness, and disinterestedness of these views will commend them to the signatories of the Treaty of Berlin. bbox=[456, 616, 591, 739]
dateline: Nelson, October 16. bbox=[197, 1621, 276, 1631]
paragraph: In connection with the Pharmacy Board of New Zealand, elections were held yesterday to determine who were to be the representatives upon the board for the district of Wellington and Canterbury. For the district of Wellington, Messrs. Baillie (Carterton) and Ellison were elected. Mr. G. W. Wilton, who has for years been identified with the board, did not seek re-election, owing to pressure of private business. Messrs. Barraud and Harrington will represent Canterbury. Messrs. C. J. Hallam and R. H. Purchase were returned unopposed for the Auckland district, and Messrs. J. A. Haslett and H. S. Sandell for the Otago district. The above gentlemen hold office for the period of two years from January next. bbox=[316, 2050, 443, 2260]
paragraph: The Porte, in a circular to Turkish Ambassadors abroad, regarding the military activity of Bulgaria, reiterates Turkey's pacific intentions, but adds:— bbox=[604, 467, 735, 513]
paragraph: Mr. W. Coffey said that it was the most extraordinary ruling that had ever emanated from the president of a sports body. It was a matter seriously affecting the interests of athletic associations. He was strongly of opinion that the candidates, severally or conjointly, should enter an emphatic protest against this attempt to disfranchise them. He moved:— bbox=[6, 820, 157, 911]
wire-credit: (BY TELEGRAPH—PRESS ASSOCIATION—COPYRIGHT.) bbox=[180, 171, 293, 188]
paragraph: The desire to settle in New Zealand under the same condition, so formerly is likely to be hurrying up, for on Friday next, October 23, another obstacle will be placed in the path, an obstacle which will restrain some of them. bbox=[892, 753, 1108, 801]
paragraph: The fourteen years in the time-limit within which compensation is payable. After that, no compensation shall be paid for the refusal of any licence. The Government has previously shown a willingness to extend the 14-year period. bbox=[748, 770, 879, 846]
paragraph: At an inquiry to-day into the death of James Mitchell Glover, a carter, whose body was discovered in the Battery Road Lagoon, Mr. H. W. Brabant, coroner, found that there was no evidence to show how or by what means deceased was drowned. bbox=[170, 1265, 303, 1338]
paragraph: The exchange of views between M. Isvolsky and Sir Edward Grey has led to a complete agreement regarding the Near East. It is agreed that a Conference of the Powers is necessary, but that, to ensure success in reaffirming respect for the law of nations and in making reparation to those injured, the Conference should be limited in scope, and should deal exclusively with questions arising out of violations of the Treaty of Berlin. bbox=[456, 348, 591, 481]
dateline: (Rec. October 16, 11.15 p.m.) bbox=[756, 338, 871, 348]
paragraph: The main objects of the Licensing Bill are (1) the reduction of licenses and (2) the recovery by the State of the monopoly value of licensed houses. bbox=[748, 863, 879, 920]
section-heading: INDIANS IN TRANSVAAL. bbox=[604, 1445, 735, 1483]
score-team: London bbox=[613, 1355, 643, 1365]
headline: MILITARY ACTIVITY AND COUNTER MEASURES. bbox=[615, 407, 724, 439]
dateline: Seoul, October 16. bbox=[343, 187, 416, 197]
advertisement: The Britannia "WEST COAST SPECIAL" adopted by the New Zealand Post and Telegraph Department. Unapproachable for wear and easy running—a specialty. Wellington Cycle and Motor Supplies, Ltd., Wellington. bbox=[604, 1802, 735, 1866]
headline: ANGLO-RUSSIAN AIMS. bbox=[460, 95, 587, 106]
dateline: Paris, October 16. bbox=[488, 1431, 559, 1441]
